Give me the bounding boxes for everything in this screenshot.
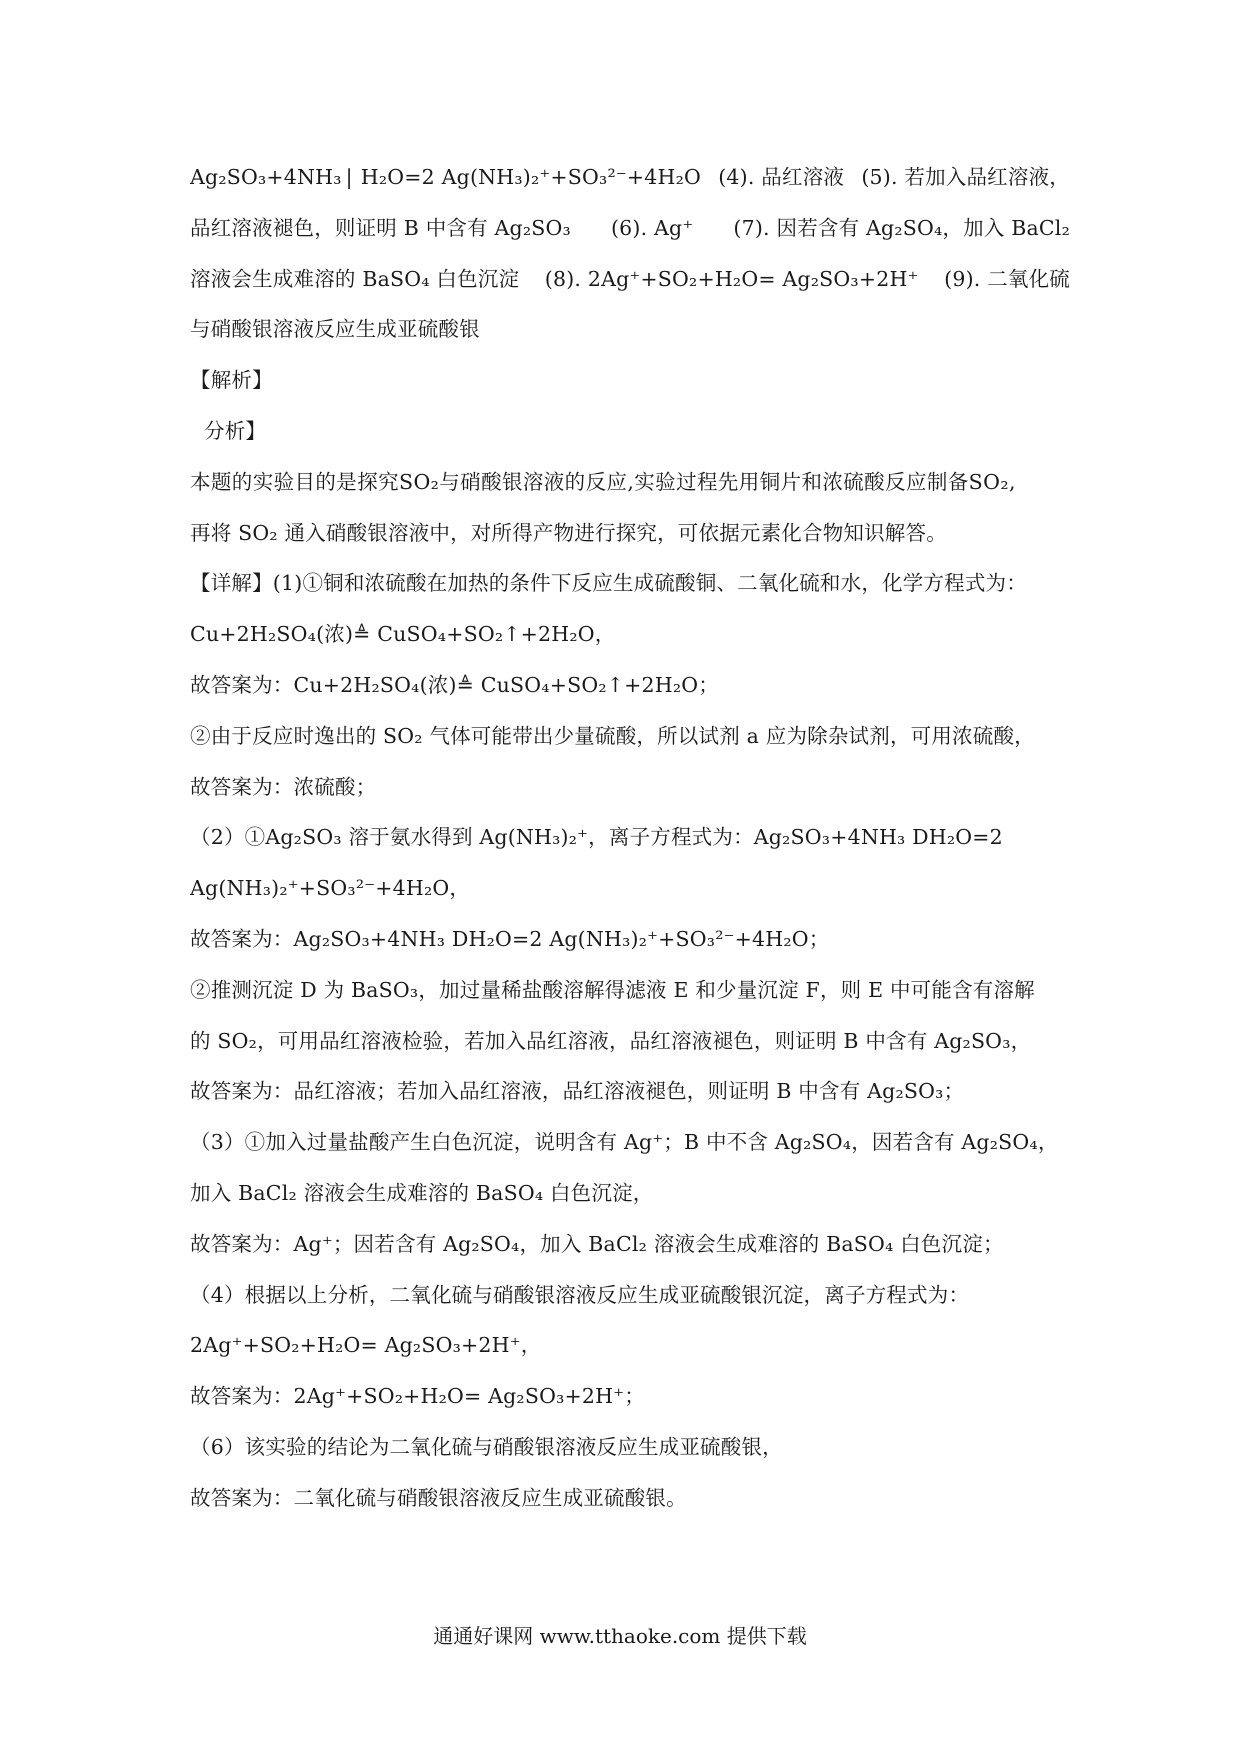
detail-line-15: （4）根据以上分析，二氧化硫与硝酸银溶液反应生成亚硫酸银沉淀，离子方程式为： [190,1282,970,1307]
detail-line-17: 故答案为：2Ag⁺+SO₂+H₂O= Ag₂SO₃+2H⁺； [190,1384,645,1409]
answer-item-8: (8). 2Ag⁺+SO₂+H₂O= Ag₂SO₃+2H⁺ [544,266,919,291]
detail-line-19: 故答案为：二氧化硫与硝酸银溶液反应生成亚硫酸银。 [190,1485,687,1510]
answer-line-1 [190,152,1070,203]
detail-line-7: Ag(NH₃)₂⁺+SO₃²⁻+4H₂O， [190,876,471,901]
detail-line-6: （2）①Ag₂SO₃ 溶于氨水得到 Ag(NH₃)₂⁺，离子方程式为：Ag₂SO₃+4NH₃ DH₂O=2 [190,825,1003,850]
detail-line-3: 故答案为：Cu+2H₂SO₄(浓)≜ CuSO₄+SO₂↑+2H₂O； [190,672,719,697]
answer-line-3 [190,254,1070,305]
answer-equation [190,152,701,203]
page-footer: 通通好课网 www.tthaoke.com 提供下载 [433,1624,807,1648]
detail-line-4: ②由于反应时逸出的 SO₂ 气体可能带出少量硫酸，所以试剂 a 应为除杂试剂，可用浓硫酸， [190,723,1035,748]
answer-item-7-end: 溶液会生成难溶的 BaSO₄ 白色沉淀 [190,266,520,291]
jiexi-heading: 【解析】 [190,368,273,393]
answer-line-4 [190,304,1070,355]
detail-line-2: Cu+2H₂SO₄(浓)≜ CuSO₄+SO₂↑+2H₂O， [190,622,616,647]
answer-item-5-start: (5). 若加入品红溶液， [861,165,1070,189]
detail-line-10: 的 SO₂，可用品红溶液检验，若加入品红溶液，品红溶液褪色，则证明 B 中含有 Ag₂SO₃， [190,1028,1032,1053]
equation-separator: | [345,165,353,189]
document-body [190,152,1070,1524]
analysis-line-1: 本题的实验目的是探究SO₂与硝酸银溶液的反应,实验过程先用铜片和浓硫酸反应制备SO₂, [190,469,1016,494]
analysis-line-2: 再将 SO₂ 通入硝酸银溶液中，对所得产物进行探究，可依据元素化合物知识解答。 [190,520,947,545]
detail-line-16: 2Ag⁺+SO₂+H₂O= Ag₂SO₃+2H⁺， [190,1333,542,1358]
answer-item-9-start: (9). 二氧化硫 [944,266,1070,291]
answer-item-4: (4). 品红溶液 [718,165,845,189]
answer-item-7-start: (7). 因若含有 Ag₂SO₄，加入 BaCl₂ [733,215,1070,240]
answer-item-9-end: 与硝酸银溶液反应生成亚硫酸银 [190,317,480,342]
detail-line-18: （6）该实验的结论为二氧化硫与硝酸银溶液反应生成亚硫酸银， [190,1434,783,1459]
detail-line-9: ②推测沉淀 D 为 BaSO₃，加过量稀盐酸溶解得滤液 E 和少量沉淀 F，则 E 中可能含有溶解 [190,977,1035,1002]
detail-line-5: 故答案为：浓硫酸； [190,774,377,799]
fenxi-heading: 分析】 [204,418,267,443]
detail-line-12: （3）①加入过量盐酸产生白色沉淀，说明含有 Ag⁺；B 中不含 Ag₂SO₄，因若含有 Ag₂SO₄， [190,1130,1059,1155]
detail-line-1: 【详解】(1)①铜和浓硫酸在加热的条件下反应生成硫酸铜、二氧化硫和水，化学方程式为： [190,571,1027,596]
detail-line-14: 故答案为：Ag⁺；因若含有 Ag₂SO₄，加入 BaCl₂ 溶液会生成难溶的 BaSO₄ 白色沉淀； [190,1231,1004,1256]
detail-line-8: 故答案为：Ag₂SO₃+4NH₃ DH₂O=2 Ag(NH₃)₂⁺+SO₃²⁻+4H₂O； [190,926,830,951]
equation-part-a: Ag₂SO₃+4NH₃ [190,165,342,189]
answer-item-6: (6). Ag⁺ [610,215,694,240]
detail-line-11: 故答案为：品红溶液；若加入品红溶液，品红溶液褪色，则证明 B 中含有 Ag₂SO₃； [190,1079,965,1104]
answer-line-2 [190,203,1070,254]
detail-line-13: 加入 BaCl₂ 溶液会生成难溶的 BaSO₄ 白色沉淀， [190,1180,654,1205]
answer-item-5-end: 品红溶液褪色，则证明 B 中含有 Ag₂SO₃ [190,215,571,240]
equation-part-b: H₂O=2 Ag(NH₃)₂⁺+SO₃²⁻+4H₂O [360,165,702,189]
